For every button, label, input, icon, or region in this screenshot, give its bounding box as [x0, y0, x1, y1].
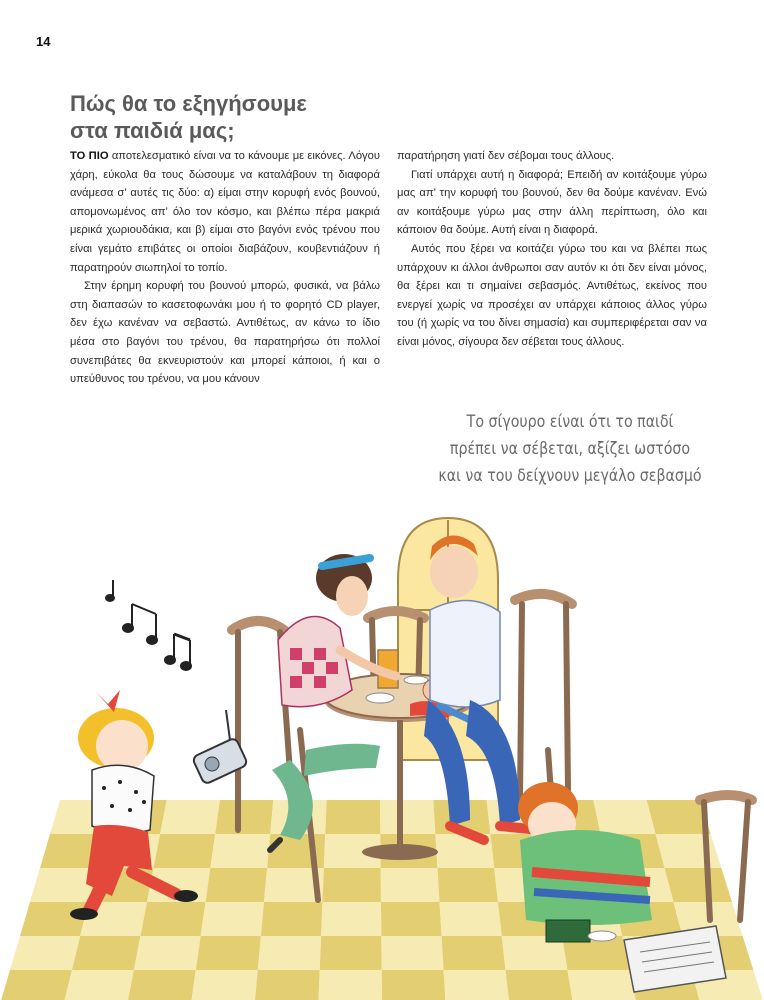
floor-tile — [440, 902, 502, 936]
floor-tile — [568, 970, 637, 1000]
section-title — [70, 90, 370, 144]
text-column-left — [70, 147, 380, 389]
floor-tile — [140, 902, 205, 936]
paragraph: Αυτός που ξέρει να κοιτάζει γύρω του και να βλέπει πως υπάρχουν κι άλλοι άνθρωποι σαν αυτόν κι ότι δεν είναι μόνος, θα ξέρει και τι σημαίνει σεβασμός. Αντιθέτως, εκείνος που ενεργεί χωρίς να προσέχει αν υπάρχει κάποιος άλλος γύρω του (ή χωρίς να του δίνει σημασία) και συμπεριφέρεται σαν να είναι μόνος, σίγουρα δεν σέβεται τους άλλους. — [397, 242, 707, 348]
floor-tile — [215, 800, 273, 834]
floor-tile — [656, 834, 722, 868]
floor-tile — [64, 970, 134, 1000]
quote-line-2: πρέπει να σέβεται, αξίζει ωστόσο — [449, 439, 691, 458]
floor-tile — [160, 800, 220, 834]
floor-tile — [154, 834, 216, 868]
floor-tile — [261, 902, 323, 936]
lead-in-caps: ΤΟ ΠΙΟ — [70, 150, 109, 162]
floor-tile — [442, 936, 506, 970]
floor-tile — [210, 834, 270, 868]
floor-tile — [196, 936, 261, 970]
text-column-right — [397, 147, 707, 352]
title-line-2: στα παιδιά μας; — [70, 118, 235, 143]
music-notes-icon — [106, 580, 191, 670]
floor-tile — [593, 800, 655, 834]
paragraph: παρατήρηση γιατί δεν σέβομαι τους άλλους. — [397, 150, 615, 162]
floor-tile — [134, 936, 201, 970]
floor-tile — [506, 970, 573, 1000]
floor-tile — [0, 970, 72, 1000]
floor-tile — [318, 970, 382, 1000]
coffee-cup-icon — [588, 931, 616, 941]
paragraph-text: αποτελεσματικό είναι να το κάνουμε με εικόνες. Λόγου χάρη, εύκολα θα τους δώσουμε να καταλάβουν τη διαφορά ανάμεσα σ’ αυτές τις δύο: α) είμαι στην κορυφή ενός βουνού, απομονωμένος απ’ όλο τον κόσμο, και βλέπω πέρα μακριά μερικά χωριουδάκια, και β) είμαι στο βαγόνι ενός τρένου που είναι γεμάτο επιβάτες οι οποίοι διαβάζουν, κουβεντιάζουν ή παρατηρούν σιωπηλοί το τοπίο. — [70, 150, 380, 274]
floor-tile — [665, 868, 732, 902]
page-number: 14 — [36, 34, 51, 49]
floor-tile — [381, 936, 443, 970]
floor-tile — [258, 936, 321, 970]
book-icon — [546, 920, 590, 942]
floor-tile — [10, 936, 80, 970]
floor-tile — [127, 970, 195, 1000]
floor-tile — [647, 800, 711, 834]
floor-tile — [191, 970, 258, 1000]
floor-tile — [320, 936, 382, 970]
paragraph: Στην έρημη κορυφή του βουνού μπορώ, φυσικά, να βάλω στη διαπασών το κασετοφωνάκι μου ή το φορητό CD player, δεν έχω κανέναν να σεβαστώ. Αντιθέτως, αν κάνω το ίδιο μέσα στο βαγόνι του τρένου, θα παρατηρήσω ότι πολλοί συνεπιβάτες θα εκνευριστούν και μπορεί κάποιοι, ή και ο υπεύθυνος του τρένου, να μου κάνουν — [70, 280, 380, 386]
floor-tile — [255, 970, 320, 1000]
floor-tile — [437, 868, 498, 902]
quote-line-3: και να του δείχνουν μεγάλο σεβασμό — [438, 466, 702, 485]
floor-tile — [325, 800, 380, 834]
pull-quote — [432, 408, 707, 489]
floor-tile — [206, 868, 268, 902]
floor-tile — [382, 970, 446, 1000]
floor-tile — [72, 936, 141, 970]
floor-tile — [444, 970, 510, 1000]
floor-tile — [321, 902, 381, 936]
floor-tile — [381, 902, 442, 936]
coffee-cup-icon — [366, 693, 394, 703]
paragraph — [70, 147, 380, 277]
floor-tile — [201, 902, 264, 936]
title-line-1: Πώς θα το εξηγήσουμε — [70, 91, 307, 116]
floor-tile — [30, 868, 97, 902]
floor-tile — [380, 800, 435, 834]
quote-line-1: Το σίγουρο είναι ότι το παιδί — [466, 412, 674, 431]
floor-tile — [323, 868, 382, 902]
floor-tile — [381, 868, 440, 902]
cafe-illustration — [0, 500, 764, 1000]
paragraph: Γιατί υπάρχει αυτή η διαφορά; Επειδή αν κοιτάξουμε γύρω μας απ’ την κορυφή του βουνού, δεν θα δούμε κανέναν. Ενώ αν κοιτάξουμε γύρω μας στην άλλη περίπτωση, όλο και κάποιον θα δούμε. Αυτή είναι η διαφορά. — [397, 168, 707, 237]
